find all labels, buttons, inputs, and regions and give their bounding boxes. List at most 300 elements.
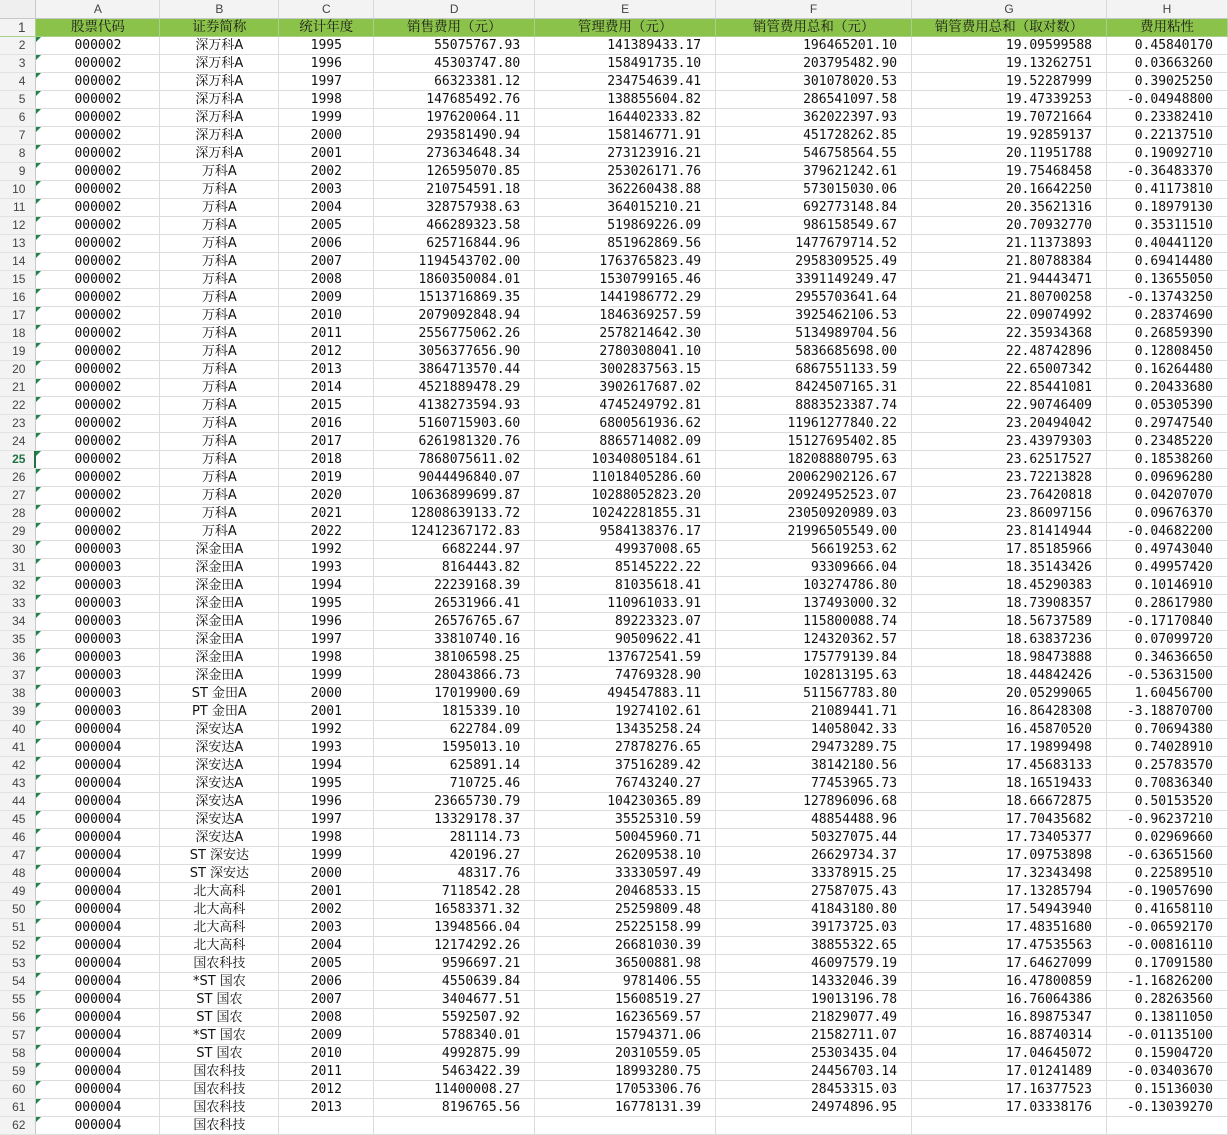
table-cell[interactable]: 1999 [279, 108, 374, 126]
table-cell[interactable]: 0.05305390 [1106, 396, 1227, 414]
table-cell[interactable]: -0.13743250 [1106, 288, 1227, 306]
row-number[interactable]: 1 [0, 18, 36, 36]
column-header-b[interactable]: B [160, 0, 279, 18]
table-cell[interactable]: 18.16519433 [912, 774, 1107, 792]
table-cell[interactable]: 1513716869.35 [374, 288, 535, 306]
row-number[interactable]: 5 [0, 90, 36, 108]
table-cell[interactable]: 万科A [160, 432, 279, 450]
row-number[interactable]: 3 [0, 54, 36, 72]
table-cell[interactable]: 12412367172.83 [374, 522, 535, 540]
table-cell[interactable]: 1993 [279, 558, 374, 576]
table-cell[interactable]: 000002 [36, 360, 160, 378]
table-cell[interactable]: 137672541.59 [535, 648, 716, 666]
table-cell[interactable]: 0.22589510 [1106, 864, 1227, 882]
table-cell[interactable]: 1815339.10 [374, 702, 535, 720]
row-number[interactable]: 14 [0, 252, 36, 270]
row-number[interactable]: 33 [0, 594, 36, 612]
table-cell[interactable]: 1998 [279, 90, 374, 108]
table-cell[interactable]: 23.20494042 [912, 414, 1107, 432]
table-cell[interactable]: -0.03403670 [1106, 1062, 1227, 1080]
table-cell[interactable]: 1994 [279, 756, 374, 774]
table-cell[interactable]: 126595070.85 [374, 162, 535, 180]
table-cell[interactable]: 22.09074992 [912, 306, 1107, 324]
table-cell[interactable]: 21.11373893 [912, 234, 1107, 252]
table-cell[interactable]: 1763765823.49 [535, 252, 716, 270]
row-number[interactable]: 12 [0, 216, 36, 234]
table-cell[interactable]: 21829077.49 [716, 1008, 912, 1026]
table-cell[interactable]: 0.23382410 [1106, 108, 1227, 126]
table-cell[interactable]: 20468533.15 [535, 882, 716, 900]
table-cell[interactable]: 27878276.65 [535, 738, 716, 756]
table-cell[interactable]: -0.63651560 [1106, 846, 1227, 864]
table-cell[interactable]: 16.89875347 [912, 1008, 1107, 1026]
table-cell[interactable]: 21996505549.00 [716, 522, 912, 540]
table-cell[interactable]: 2000 [279, 864, 374, 882]
table-cell[interactable]: 23050920989.03 [716, 504, 912, 522]
table-cell[interactable]: 22.48742896 [912, 342, 1107, 360]
header-cell[interactable]: 统计年度 [279, 18, 374, 36]
table-cell[interactable]: 14058042.33 [716, 720, 912, 738]
table-cell[interactable]: 301078020.53 [716, 72, 912, 90]
table-cell[interactable]: 234754639.41 [535, 72, 716, 90]
table-cell[interactable]: 2013 [279, 360, 374, 378]
table-cell[interactable]: 8164443.82 [374, 558, 535, 576]
table-cell[interactable]: 17.64627099 [912, 954, 1107, 972]
table-cell[interactable]: -0.00816110 [1106, 936, 1227, 954]
table-cell[interactable]: 281114.73 [374, 828, 535, 846]
table-cell[interactable]: 2005 [279, 954, 374, 972]
table-cell[interactable]: 23.81414944 [912, 522, 1107, 540]
table-cell[interactable]: 4992875.99 [374, 1044, 535, 1062]
table-cell[interactable]: 103274786.80 [716, 576, 912, 594]
table-cell[interactable]: 深安达A [160, 720, 279, 738]
table-cell[interactable]: 000002 [36, 468, 160, 486]
table-cell[interactable]: 000002 [36, 324, 160, 342]
table-cell[interactable]: 0.34636650 [1106, 648, 1227, 666]
table-cell[interactable]: 33378915.25 [716, 864, 912, 882]
table-cell[interactable]: 0.15904720 [1106, 1044, 1227, 1062]
table-cell[interactable]: 1477679714.52 [716, 234, 912, 252]
table-cell[interactable]: 13948566.04 [374, 918, 535, 936]
table-cell[interactable]: PT 金田A [160, 702, 279, 720]
table-cell[interactable]: 6682244.97 [374, 540, 535, 558]
table-cell[interactable]: 26629734.37 [716, 846, 912, 864]
table-cell[interactable]: 10636899699.87 [374, 486, 535, 504]
table-cell[interactable]: 2007 [279, 990, 374, 1008]
column-header-c[interactable]: C [279, 0, 374, 18]
table-cell[interactable]: -0.19057690 [1106, 882, 1227, 900]
table-cell[interactable]: ST 深安达 [160, 864, 279, 882]
table-cell[interactable]: 2001 [279, 882, 374, 900]
table-cell[interactable]: 16.47800859 [912, 972, 1107, 990]
table-cell[interactable]: 379621242.61 [716, 162, 912, 180]
table-cell[interactable]: 000002 [36, 504, 160, 522]
table-cell[interactable]: 89223323.07 [535, 612, 716, 630]
table-cell[interactable]: 16583371.32 [374, 900, 535, 918]
table-cell[interactable]: 0.22137510 [1106, 126, 1227, 144]
table-cell[interactable]: 17.01241489 [912, 1062, 1107, 1080]
table-cell[interactable]: 万科A [160, 252, 279, 270]
column-header-f[interactable]: F [716, 0, 912, 18]
table-cell[interactable]: 1997 [279, 72, 374, 90]
table-cell[interactable]: 000002 [36, 72, 160, 90]
table-cell[interactable]: 万科A [160, 324, 279, 342]
table-cell[interactable]: 625716844.96 [374, 234, 535, 252]
table-cell[interactable]: 19.09599588 [912, 36, 1107, 54]
table-cell[interactable]: 2010 [279, 306, 374, 324]
table-cell[interactable]: 000002 [36, 198, 160, 216]
table-cell[interactable]: 000004 [36, 1062, 160, 1080]
row-number[interactable]: 57 [0, 1026, 36, 1044]
table-cell[interactable]: 18.45290383 [912, 576, 1107, 594]
table-cell[interactable]: 000004 [36, 1008, 160, 1026]
table-cell[interactable]: 北大高科 [160, 900, 279, 918]
table-cell[interactable]: 2009 [279, 1026, 374, 1044]
table-cell[interactable]: 36500881.98 [535, 954, 716, 972]
table-cell[interactable]: 1996 [279, 792, 374, 810]
table-cell[interactable]: 21.80788384 [912, 252, 1107, 270]
table-cell[interactable]: 2955703641.64 [716, 288, 912, 306]
table-cell[interactable]: 74769328.90 [535, 666, 716, 684]
column-header-a[interactable]: A [36, 0, 160, 18]
table-cell[interactable]: 0.13655050 [1106, 270, 1227, 288]
table-cell[interactable]: 17.04645072 [912, 1044, 1107, 1062]
table-cell[interactable]: 国农科技 [160, 1080, 279, 1098]
table-cell[interactable]: 2012 [279, 1080, 374, 1098]
table-cell[interactable]: 21089441.71 [716, 702, 912, 720]
table-cell[interactable]: 1846369257.59 [535, 306, 716, 324]
table-cell[interactable]: 000002 [36, 342, 160, 360]
table-cell[interactable]: 万科A [160, 198, 279, 216]
table-cell[interactable]: 1995 [279, 594, 374, 612]
table-cell[interactable]: 2001 [279, 702, 374, 720]
table-cell[interactable]: 万科A [160, 522, 279, 540]
table-cell[interactable]: 万科A [160, 270, 279, 288]
table-cell[interactable]: 20310559.05 [535, 1044, 716, 1062]
table-cell[interactable]: 17.13285794 [912, 882, 1107, 900]
table-cell[interactable]: 18993280.75 [535, 1062, 716, 1080]
table-cell[interactable]: 000004 [36, 954, 160, 972]
table-cell[interactable]: 000004 [36, 972, 160, 990]
table-cell[interactable]: 8865714082.09 [535, 432, 716, 450]
table-cell[interactable]: 1995 [279, 36, 374, 54]
table-cell[interactable]: 0.50153520 [1106, 792, 1227, 810]
table-cell[interactable]: 深安达A [160, 792, 279, 810]
table-cell[interactable]: 000004 [36, 882, 160, 900]
table-cell[interactable]: 22.35934368 [912, 324, 1107, 342]
table-cell[interactable]: 26681030.39 [535, 936, 716, 954]
table-cell[interactable]: 3391149249.47 [716, 270, 912, 288]
table-cell[interactable]: 466289323.58 [374, 216, 535, 234]
table-cell[interactable]: -0.36483370 [1106, 162, 1227, 180]
table-cell[interactable]: 深安达A [160, 774, 279, 792]
row-number[interactable]: 46 [0, 828, 36, 846]
table-cell[interactable]: 深金田A [160, 630, 279, 648]
table-cell[interactable]: 1999 [279, 846, 374, 864]
table-cell[interactable]: 48854488.96 [716, 810, 912, 828]
row-number[interactable]: 59 [0, 1062, 36, 1080]
table-cell[interactable]: 115800088.74 [716, 612, 912, 630]
table-cell[interactable]: 38142180.56 [716, 756, 912, 774]
table-cell[interactable]: *ST 国农 [160, 1026, 279, 1044]
table-cell[interactable]: 000004 [36, 1098, 160, 1116]
table-cell[interactable]: 000004 [36, 1044, 160, 1062]
table-cell[interactable]: 2011 [279, 1062, 374, 1080]
table-cell[interactable]: 2002 [279, 900, 374, 918]
row-number[interactable]: 23 [0, 414, 36, 432]
table-cell[interactable]: 362260438.88 [535, 180, 716, 198]
table-cell[interactable]: 19274102.61 [535, 702, 716, 720]
table-cell[interactable]: 2019 [279, 468, 374, 486]
row-number[interactable]: 27 [0, 486, 36, 504]
row-number[interactable]: 32 [0, 576, 36, 594]
table-cell[interactable]: 19.52287999 [912, 72, 1107, 90]
table-cell[interactable]: 0.12808450 [1106, 342, 1227, 360]
table-cell[interactable]: 000003 [36, 612, 160, 630]
row-number[interactable]: 10 [0, 180, 36, 198]
table-cell[interactable]: 2958309525.49 [716, 252, 912, 270]
table-cell[interactable]: 000002 [36, 216, 160, 234]
row-number[interactable]: 4 [0, 72, 36, 90]
table-cell[interactable]: 万科A [160, 378, 279, 396]
table-cell[interactable]: 深金田A [160, 666, 279, 684]
table-cell[interactable]: 1992 [279, 540, 374, 558]
column-header-h[interactable]: H [1106, 0, 1227, 18]
table-cell[interactable]: 0.09696280 [1106, 468, 1227, 486]
table-cell[interactable]: 137493000.32 [716, 594, 912, 612]
table-cell[interactable]: 24456703.14 [716, 1062, 912, 1080]
table-cell[interactable]: 25259809.48 [535, 900, 716, 918]
table-cell[interactable]: 55075767.93 [374, 36, 535, 54]
table-cell[interactable]: 273123916.21 [535, 144, 716, 162]
table-cell[interactable]: 20924952523.07 [716, 486, 912, 504]
table-cell[interactable]: 6867551133.59 [716, 360, 912, 378]
table-cell[interactable]: 0.45840170 [1106, 36, 1227, 54]
table-cell[interactable]: 0.41658110 [1106, 900, 1227, 918]
table-cell[interactable]: 13329178.37 [374, 810, 535, 828]
row-number[interactable]: 28 [0, 504, 36, 522]
table-cell[interactable]: -0.04948800 [1106, 90, 1227, 108]
table-cell[interactable]: 4521889478.29 [374, 378, 535, 396]
table-cell[interactable]: 37516289.42 [535, 756, 716, 774]
table-cell[interactable]: 0.02969660 [1106, 828, 1227, 846]
table-cell[interactable]: 17053306.76 [535, 1080, 716, 1098]
table-cell[interactable]: 1996 [279, 54, 374, 72]
table-cell[interactable]: 000002 [36, 180, 160, 198]
table-cell[interactable]: 16.76064386 [912, 990, 1107, 1008]
table-cell[interactable]: 14332046.39 [716, 972, 912, 990]
table-cell[interactable]: 0.10146910 [1106, 576, 1227, 594]
table-cell[interactable]: 50327075.44 [716, 828, 912, 846]
table-cell[interactable]: 15127695402.85 [716, 432, 912, 450]
row-number[interactable]: 35 [0, 630, 36, 648]
table-cell[interactable]: 000002 [36, 54, 160, 72]
table-cell[interactable]: 110961033.91 [535, 594, 716, 612]
table-cell[interactable] [279, 1116, 374, 1134]
table-cell[interactable]: -0.13039270 [1106, 1098, 1227, 1116]
table-cell[interactable]: 11018405286.60 [535, 468, 716, 486]
table-cell[interactable]: 0.29747540 [1106, 414, 1227, 432]
table-cell[interactable]: 深万科A [160, 126, 279, 144]
table-cell[interactable]: -0.17170840 [1106, 612, 1227, 630]
table-cell[interactable]: 29473289.75 [716, 738, 912, 756]
row-number[interactable]: 15 [0, 270, 36, 288]
row-number[interactable]: 13 [0, 234, 36, 252]
table-cell[interactable]: 1997 [279, 810, 374, 828]
table-cell[interactable]: 49937008.65 [535, 540, 716, 558]
table-cell[interactable]: 27587075.43 [716, 882, 912, 900]
table-cell[interactable]: 0.25783570 [1106, 756, 1227, 774]
table-cell[interactable]: 北大高科 [160, 882, 279, 900]
header-cell[interactable]: 管理费用（元） [535, 18, 716, 36]
table-cell[interactable]: 000002 [36, 234, 160, 252]
table-cell[interactable]: 2015 [279, 396, 374, 414]
column-header-e[interactable]: E [535, 0, 716, 18]
table-cell[interactable]: 18.63837236 [912, 630, 1107, 648]
table-cell[interactable]: 38855322.65 [716, 936, 912, 954]
table-cell[interactable]: 深金田A [160, 612, 279, 630]
row-number[interactable]: 53 [0, 954, 36, 972]
row-number[interactable]: 50 [0, 900, 36, 918]
table-cell[interactable]: 5592507.92 [374, 1008, 535, 1026]
table-cell[interactable]: 3902617687.02 [535, 378, 716, 396]
table-cell[interactable]: 1194543702.00 [374, 252, 535, 270]
table-cell[interactable]: 2003 [279, 918, 374, 936]
table-cell[interactable]: 15608519.27 [535, 990, 716, 1008]
row-number[interactable]: 9 [0, 162, 36, 180]
table-cell[interactable]: 深金田A [160, 558, 279, 576]
table-cell[interactable]: 8424507165.31 [716, 378, 912, 396]
table-cell[interactable]: 9781406.55 [535, 972, 716, 990]
table-cell[interactable]: 000004 [36, 1026, 160, 1044]
table-cell[interactable]: 16236569.57 [535, 1008, 716, 1026]
row-number[interactable]: 34 [0, 612, 36, 630]
header-cell[interactable]: 股票代码 [36, 18, 160, 36]
table-cell[interactable]: 625891.14 [374, 756, 535, 774]
table-cell[interactable]: 3056377656.90 [374, 342, 535, 360]
table-cell[interactable]: 0.35311510 [1106, 216, 1227, 234]
table-cell[interactable]: 102813195.63 [716, 666, 912, 684]
table-cell[interactable]: 16778131.39 [535, 1098, 716, 1116]
table-cell[interactable]: 国农科技 [160, 1116, 279, 1134]
table-cell[interactable]: 万科A [160, 414, 279, 432]
table-cell[interactable]: 851962869.56 [535, 234, 716, 252]
row-number[interactable]: 17 [0, 306, 36, 324]
table-cell[interactable]: 20.70932770 [912, 216, 1107, 234]
table-cell[interactable]: 196465201.10 [716, 36, 912, 54]
table-cell[interactable]: 3925462106.53 [716, 306, 912, 324]
table-cell[interactable]: ST 国农 [160, 1044, 279, 1062]
table-cell[interactable]: 1.60456700 [1106, 684, 1227, 702]
table-cell[interactable]: 深万科A [160, 72, 279, 90]
table-cell[interactable]: 2007 [279, 252, 374, 270]
header-cell[interactable]: 销售费用（元） [374, 18, 535, 36]
table-cell[interactable]: 国农科技 [160, 954, 279, 972]
table-cell[interactable]: 0.18538260 [1106, 450, 1227, 468]
table-cell[interactable]: 56619253.62 [716, 540, 912, 558]
table-cell[interactable]: 000004 [36, 774, 160, 792]
table-cell[interactable]: 0.07099720 [1106, 630, 1227, 648]
table-cell[interactable]: 20.16642250 [912, 180, 1107, 198]
table-cell[interactable]: 17.03338176 [912, 1098, 1107, 1116]
table-cell[interactable]: 286541097.58 [716, 90, 912, 108]
table-cell[interactable]: 000003 [36, 576, 160, 594]
table-cell[interactable]: 8196765.56 [374, 1098, 535, 1116]
table-cell[interactable]: 000004 [36, 720, 160, 738]
table-cell[interactable]: 万科A [160, 360, 279, 378]
table-cell[interactable]: 622784.09 [374, 720, 535, 738]
table-cell[interactable]: 000003 [36, 630, 160, 648]
table-cell[interactable]: 万科A [160, 234, 279, 252]
table-cell[interactable]: 17.70435682 [912, 810, 1107, 828]
table-cell[interactable]: 2003 [279, 180, 374, 198]
table-cell[interactable]: -0.96237210 [1106, 810, 1227, 828]
table-cell[interactable]: 深安达A [160, 738, 279, 756]
table-cell[interactable]: 深金田A [160, 594, 279, 612]
column-header-g[interactable]: G [912, 0, 1107, 18]
header-cell[interactable]: 销管费用总和（取对数） [912, 18, 1107, 36]
table-cell[interactable]: 000003 [36, 648, 160, 666]
table-cell[interactable]: 2009 [279, 288, 374, 306]
row-number[interactable]: 51 [0, 918, 36, 936]
table-cell[interactable]: 692773148.84 [716, 198, 912, 216]
table-cell[interactable]: 17.47535563 [912, 936, 1107, 954]
table-cell[interactable]: 1997 [279, 630, 374, 648]
table-cell[interactable]: 2004 [279, 936, 374, 954]
table-cell[interactable]: 0.28617980 [1106, 594, 1227, 612]
table-cell[interactable]: 6800561936.62 [535, 414, 716, 432]
table-cell[interactable]: 18.73908357 [912, 594, 1107, 612]
table-cell[interactable]: 2008 [279, 1008, 374, 1026]
table-cell[interactable]: 9596697.21 [374, 954, 535, 972]
table-cell[interactable]: 000004 [36, 810, 160, 828]
table-cell[interactable]: 158491735.10 [535, 54, 716, 72]
row-number[interactable]: 45 [0, 810, 36, 828]
table-cell[interactable]: 0.49957420 [1106, 558, 1227, 576]
table-cell[interactable]: -0.06592170 [1106, 918, 1227, 936]
table-cell[interactable]: 2022 [279, 522, 374, 540]
table-cell[interactable] [374, 1116, 535, 1134]
table-cell[interactable]: 28453315.03 [716, 1080, 912, 1098]
table-cell[interactable]: 20062902126.67 [716, 468, 912, 486]
table-cell[interactable]: 0.49743040 [1106, 540, 1227, 558]
table-cell[interactable]: 9044496840.07 [374, 468, 535, 486]
table-cell[interactable]: 深金田A [160, 540, 279, 558]
table-cell[interactable]: 18.98473888 [912, 648, 1107, 666]
row-number[interactable]: 20 [0, 360, 36, 378]
table-cell[interactable]: 2556775062.26 [374, 324, 535, 342]
table-cell[interactable]: 4550639.84 [374, 972, 535, 990]
header-cell[interactable]: 证券简称 [160, 18, 279, 36]
table-cell[interactable]: 2006 [279, 972, 374, 990]
table-cell[interactable] [535, 1116, 716, 1134]
table-cell[interactable]: 35525310.59 [535, 810, 716, 828]
table-cell[interactable]: 2002 [279, 162, 374, 180]
table-cell[interactable]: 511567783.80 [716, 684, 912, 702]
table-cell[interactable]: 127896096.68 [716, 792, 912, 810]
table-cell[interactable]: 万科A [160, 162, 279, 180]
table-cell[interactable]: 16.86428308 [912, 702, 1107, 720]
table-cell[interactable]: 138855604.82 [535, 90, 716, 108]
row-number[interactable]: 61 [0, 1098, 36, 1116]
table-cell[interactable]: 25303435.04 [716, 1044, 912, 1062]
table-cell[interactable]: 1530799165.46 [535, 270, 716, 288]
table-cell[interactable]: 000003 [36, 702, 160, 720]
table-cell[interactable]: 16.45870520 [912, 720, 1107, 738]
table-cell[interactable]: 17.09753898 [912, 846, 1107, 864]
row-number[interactable]: 38 [0, 684, 36, 702]
table-cell[interactable]: 000004 [36, 1116, 160, 1134]
